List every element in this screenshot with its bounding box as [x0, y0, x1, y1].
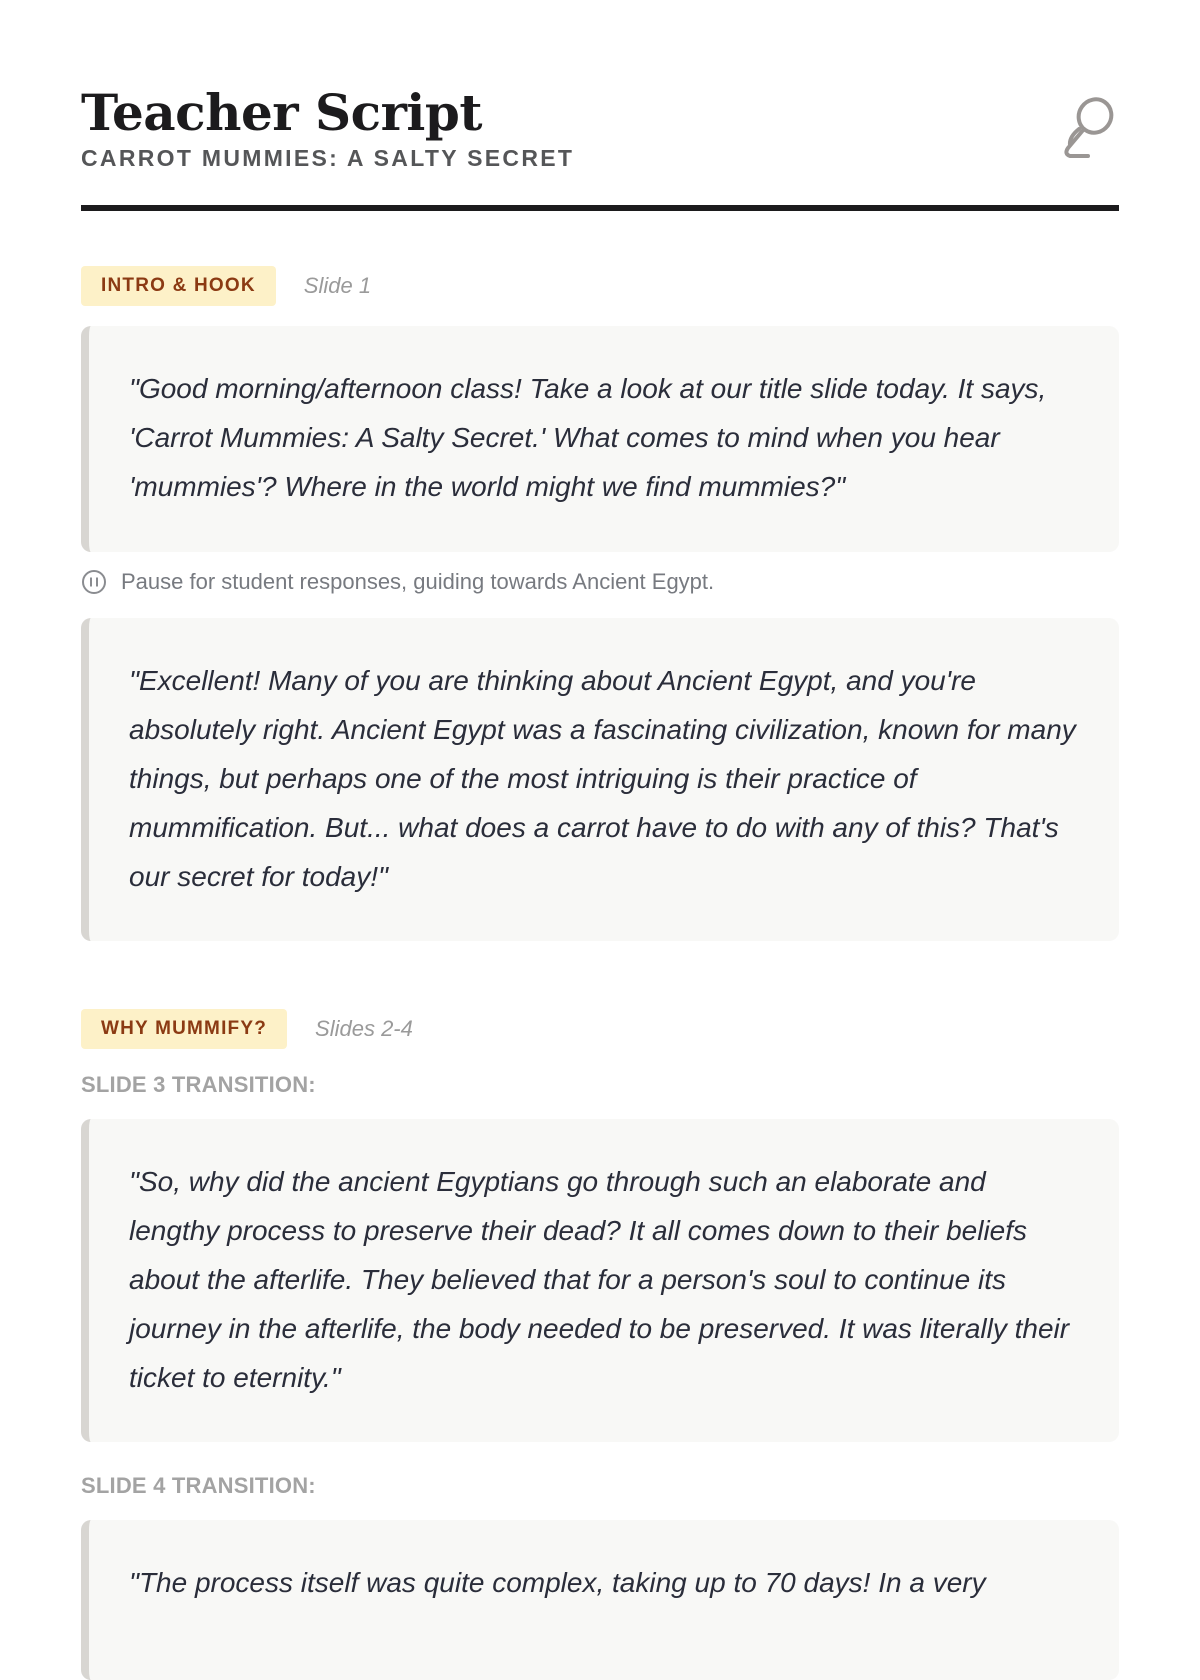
slide-reference: Slide 1	[303, 273, 372, 298]
transition-label: SLIDE 3 TRANSITION:	[81, 1072, 316, 1097]
script-quote	[81, 618, 1119, 941]
section-heading	[81, 266, 1119, 306]
transition-label: SLIDE 4 TRANSITION:	[81, 1473, 316, 1498]
pause-icon	[81, 569, 107, 595]
slide-reference: Slides 2-4	[315, 1016, 413, 1041]
quote-text: "The process itself was quite complex, taking up to 70 days! In a very	[129, 1567, 986, 1598]
quote-text: "So, why did the ancient Egyptians go through such an elaborate and lengthy process to preserve their dead? It all comes down to their beliefs about the afterlife. They believed that for a person's soul to continue its journey in the afterlife, the body needed to be preserved. It was literally their ticket to eternity."	[129, 1166, 1070, 1393]
quote-text: "Excellent! Many of you are thinking about Ancient Egypt, and you're absolutely right. Ancient Egypt was a fascinating civilization, known for many things, but perhaps one of the most intriguing is their practice of mummification. But... what does a carrot have to do with any of this? That's our secret for today!"	[129, 665, 1076, 892]
page-subtitle: CARROT MUMMIES: A SALTY SECRET	[81, 145, 575, 171]
script-quote	[81, 1520, 1119, 1680]
quote-text: "Good morning/afternoon class! Take a look at our title slide today. It says, 'Carrot Mummies: A Salty Secret.' What comes to mind when you hear 'mummies'? Where in the world might we find mummies?"	[129, 373, 1047, 502]
section-intro-hook	[81, 266, 1119, 941]
script-quote	[81, 1119, 1119, 1442]
pause-note-text: Pause for student responses, guiding towards Ancient Egypt.	[121, 569, 715, 594]
microphone-icon	[1057, 94, 1117, 160]
pause-note	[81, 564, 1119, 600]
script-quote	[81, 326, 1119, 552]
section-badge: INTRO & HOOK	[81, 266, 276, 306]
page-header	[81, 0, 1119, 211]
page-title: Teacher Script	[81, 83, 482, 142]
section-badge: WHY MUMMIFY?	[81, 1009, 287, 1049]
section-heading	[81, 1009, 1119, 1049]
section-why-mummify	[81, 1009, 1119, 1680]
